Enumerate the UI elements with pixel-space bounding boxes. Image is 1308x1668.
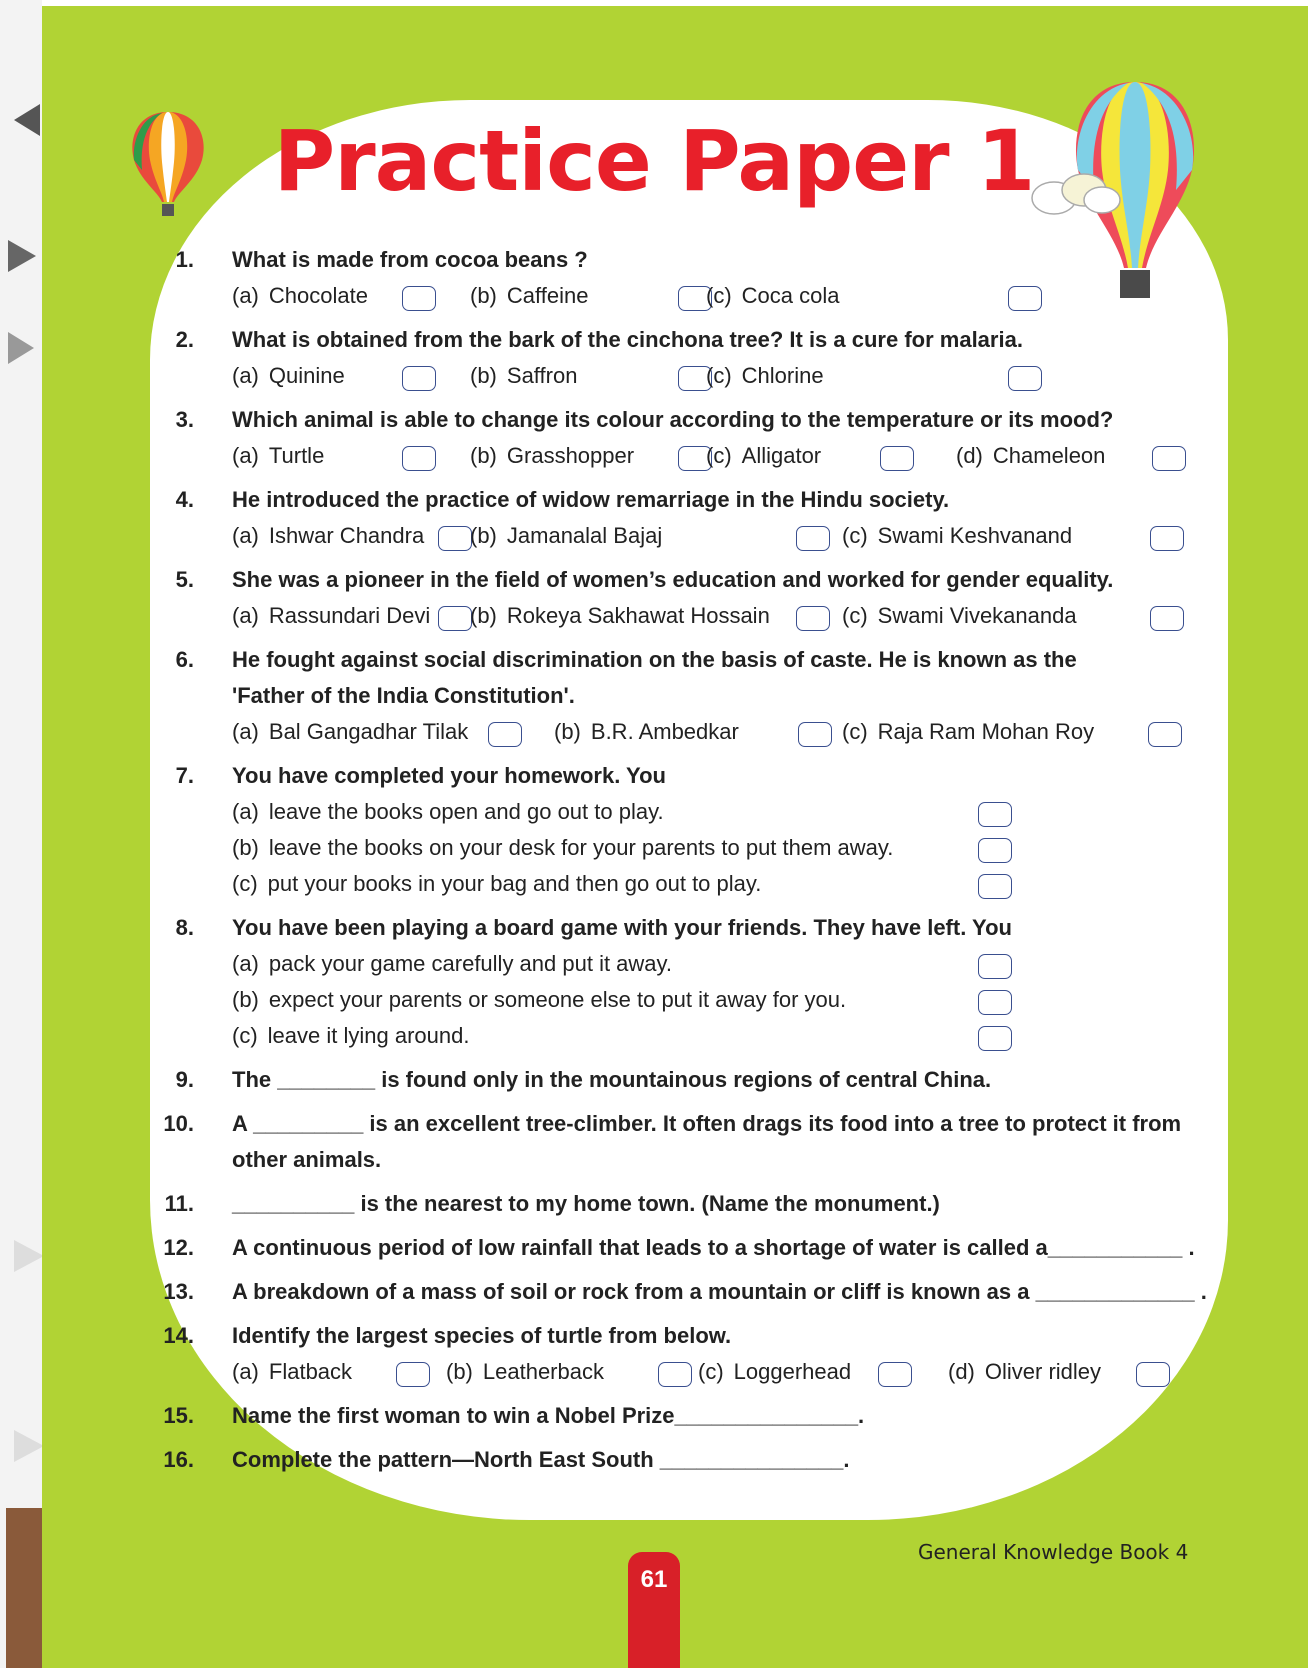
nav-arrow-right-icon xyxy=(8,332,34,364)
option-label: (c) xyxy=(706,443,732,468)
question-text: The ________ is found only in the mountainous regions of central China. xyxy=(232,1067,992,1092)
question-7 xyxy=(150,758,1230,902)
option-label: (a) xyxy=(232,951,259,976)
option-text: Caffeine xyxy=(506,283,589,308)
question-text: What is made from cocoa beans ? xyxy=(232,247,588,272)
answer-checkbox[interactable] xyxy=(488,722,522,747)
answer-checkbox[interactable] xyxy=(978,838,1012,863)
answer-checkbox[interactable] xyxy=(402,446,436,471)
option-text: Quinine xyxy=(268,363,345,388)
question-3 xyxy=(150,402,1230,474)
question-9 xyxy=(150,1062,1230,1098)
option-text: leave it lying around. xyxy=(267,1023,470,1048)
option-text: Leatherback xyxy=(482,1359,604,1384)
option-text: leave the books on your desk for your parents to put them away. xyxy=(268,835,894,860)
option-text: Bal Gangadhar Tilak xyxy=(268,719,469,744)
option-label: (c) xyxy=(842,603,868,628)
option-label: (b) xyxy=(232,987,259,1012)
option-text: Rokeya Sakhawat Hossain xyxy=(506,603,770,628)
question-text-continued: 'Father of the India Constitution'. xyxy=(232,683,575,708)
question-text: You have been playing a board game with your friends. They have left. You xyxy=(232,915,1012,940)
option-text: Loggerhead xyxy=(733,1359,852,1384)
book-title: General Knowledge Book 4 xyxy=(918,1540,1189,1564)
question-text: __________ is the nearest to my home town. (Name the monument.) xyxy=(232,1191,940,1216)
question-text: A _________ is an excellent tree-climber. It often drags its food into a tree to protect it from xyxy=(232,1111,1182,1136)
answer-checkbox[interactable] xyxy=(1152,446,1186,471)
faded-arrow-icon xyxy=(14,1430,44,1462)
question-11 xyxy=(150,1186,1230,1222)
option-label: (c) xyxy=(706,363,732,388)
answer-checkbox[interactable] xyxy=(880,446,914,471)
option-text: Coca cola xyxy=(741,283,840,308)
answer-checkbox[interactable] xyxy=(978,1026,1012,1051)
option-text: put your books in your bag and then go out to play. xyxy=(267,871,762,896)
option-label: (a) xyxy=(232,603,259,628)
question-number: 4. xyxy=(175,487,194,512)
question-6 xyxy=(150,642,1230,750)
option-text: expect your parents or someone else to put it away for you. xyxy=(268,987,847,1012)
answer-checkbox[interactable] xyxy=(1148,722,1182,747)
option-text: Saffron xyxy=(506,363,578,388)
option-text: Swami Vivekananda xyxy=(877,603,1077,628)
question-number: 6. xyxy=(175,647,194,672)
question-number: 11. xyxy=(164,1191,194,1216)
question-number: 13. xyxy=(163,1279,194,1304)
answer-checkbox[interactable] xyxy=(978,954,1012,979)
answer-checkbox[interactable] xyxy=(402,286,436,311)
option-label: (a) xyxy=(232,363,259,388)
question-text: Complete the pattern—North East South _______________. xyxy=(232,1447,850,1472)
question-text: She was a pioneer in the field of women’s education and worked for gender equality. xyxy=(232,567,1114,592)
option-text: Grasshopper xyxy=(506,443,635,468)
answer-checkbox[interactable] xyxy=(396,1362,430,1387)
faded-arrow-icon xyxy=(14,1240,44,1272)
question-4 xyxy=(150,482,1230,554)
question-number: 9. xyxy=(175,1067,194,1092)
option-label: (a) xyxy=(232,443,259,468)
answer-checkbox[interactable] xyxy=(1150,526,1184,551)
option-label: (b) xyxy=(470,283,497,308)
option-label: (c) xyxy=(842,719,868,744)
question-number: 8. xyxy=(175,915,194,940)
option-text: Ishwar Chandra xyxy=(268,523,425,548)
question-10 xyxy=(150,1106,1230,1178)
option-label: (a) xyxy=(232,799,259,824)
option-label: (d) xyxy=(948,1359,975,1384)
question-number: 5. xyxy=(175,567,194,592)
answer-checkbox[interactable] xyxy=(796,606,830,631)
option-text: Chlorine xyxy=(741,363,824,388)
option-label: (a) xyxy=(232,719,259,744)
question-text: Identify the largest species of turtle from below. xyxy=(232,1323,732,1348)
option-label: (c) xyxy=(232,871,258,896)
answer-checkbox[interactable] xyxy=(438,606,472,631)
question-16 xyxy=(150,1442,1230,1478)
answer-checkbox[interactable] xyxy=(1136,1362,1170,1387)
question-text: He introduced the practice of widow remarriage in the Hindu society. xyxy=(232,487,950,512)
question-text-continued: other animals. xyxy=(232,1147,382,1172)
question-13 xyxy=(150,1274,1230,1310)
question-text: What is obtained from the bark of the cinchona tree? It is a cure for malaria. xyxy=(232,327,1023,352)
question-5 xyxy=(150,562,1230,634)
option-text: Jamanalal Bajaj xyxy=(506,523,663,548)
answer-checkbox[interactable] xyxy=(978,990,1012,1015)
question-2 xyxy=(150,322,1230,394)
answer-checkbox[interactable] xyxy=(658,1362,692,1387)
question-number: 12. xyxy=(163,1235,194,1260)
question-text: A breakdown of a mass of soil or rock from a mountain or cliff is known as a _____________ . xyxy=(232,1279,1207,1304)
answer-checkbox[interactable] xyxy=(1008,366,1042,391)
answer-checkbox[interactable] xyxy=(798,722,832,747)
option-text: Rassundari Devi xyxy=(268,603,431,628)
question-text: Which animal is able to change its colour according to the temperature or its mood? xyxy=(232,407,1114,432)
question-number: 16. xyxy=(163,1447,194,1472)
option-text: Raja Ram Mohan Roy xyxy=(877,719,1095,744)
option-label: (b) xyxy=(470,363,497,388)
option-text: Alligator xyxy=(741,443,822,468)
answer-checkbox[interactable] xyxy=(402,366,436,391)
page-title: Practice Paper 1 xyxy=(273,112,1035,210)
question-number: 1. xyxy=(175,247,194,272)
page-number: 61 xyxy=(640,1566,668,1593)
option-label: (c) xyxy=(706,283,732,308)
question-text: A continuous period of low rainfall that leads to a shortage of water is called a___________ . xyxy=(232,1235,1195,1260)
answer-checkbox[interactable] xyxy=(978,874,1012,899)
option-text: Swami Keshvanand xyxy=(877,523,1073,548)
option-text: Oliver ridley xyxy=(984,1359,1102,1384)
answer-checkbox[interactable] xyxy=(878,1362,912,1387)
option-label: (d) xyxy=(956,443,983,468)
option-label: (a) xyxy=(232,1359,259,1384)
option-label: (b) xyxy=(446,1359,473,1384)
question-text: You have completed your homework. You xyxy=(232,763,666,788)
question-1 xyxy=(150,242,1230,314)
question-text: He fought against social discrimination on the basis of caste. He is known as the xyxy=(232,647,1077,672)
answer-checkbox[interactable] xyxy=(796,526,830,551)
option-label: (c) xyxy=(842,523,868,548)
question-number: 15. xyxy=(163,1403,194,1428)
answer-checkbox[interactable] xyxy=(438,526,472,551)
question-8 xyxy=(150,910,1230,1054)
question-number: 3. xyxy=(175,407,194,432)
option-label: (b) xyxy=(232,835,259,860)
answer-checkbox[interactable] xyxy=(1008,286,1042,311)
question-list xyxy=(150,242,1230,1478)
option-label: (b) xyxy=(470,603,497,628)
option-text: Chameleon xyxy=(992,443,1106,468)
option-label: (b) xyxy=(470,443,497,468)
option-text: Turtle xyxy=(268,443,325,468)
question-15 xyxy=(150,1398,1230,1434)
question-text: Name the first woman to win a Nobel Prize_______________. xyxy=(232,1403,865,1428)
option-label: (c) xyxy=(698,1359,724,1384)
option-label: (b) xyxy=(554,719,581,744)
option-label: (b) xyxy=(470,523,497,548)
answer-checkbox[interactable] xyxy=(978,802,1012,827)
question-number: 2. xyxy=(175,327,194,352)
option-text: leave the books open and go out to play. xyxy=(268,799,664,824)
wood-edge xyxy=(6,1508,42,1668)
question-14 xyxy=(150,1318,1230,1390)
question-number: 10. xyxy=(163,1111,194,1136)
option-text: B.R. Ambedkar xyxy=(590,719,739,744)
option-label: (a) xyxy=(232,283,259,308)
answer-checkbox[interactable] xyxy=(1150,606,1184,631)
option-text: pack your game carefully and put it away. xyxy=(268,951,673,976)
question-12 xyxy=(150,1230,1230,1266)
option-text: Flatback xyxy=(268,1359,353,1384)
option-text: Chocolate xyxy=(268,283,368,308)
question-number: 14. xyxy=(163,1323,194,1348)
question-number: 7. xyxy=(175,763,194,788)
nav-arrow-right-icon xyxy=(8,240,36,272)
left-margin-strip xyxy=(0,0,42,1668)
option-label: (c) xyxy=(232,1023,258,1048)
option-label: (a) xyxy=(232,523,259,548)
